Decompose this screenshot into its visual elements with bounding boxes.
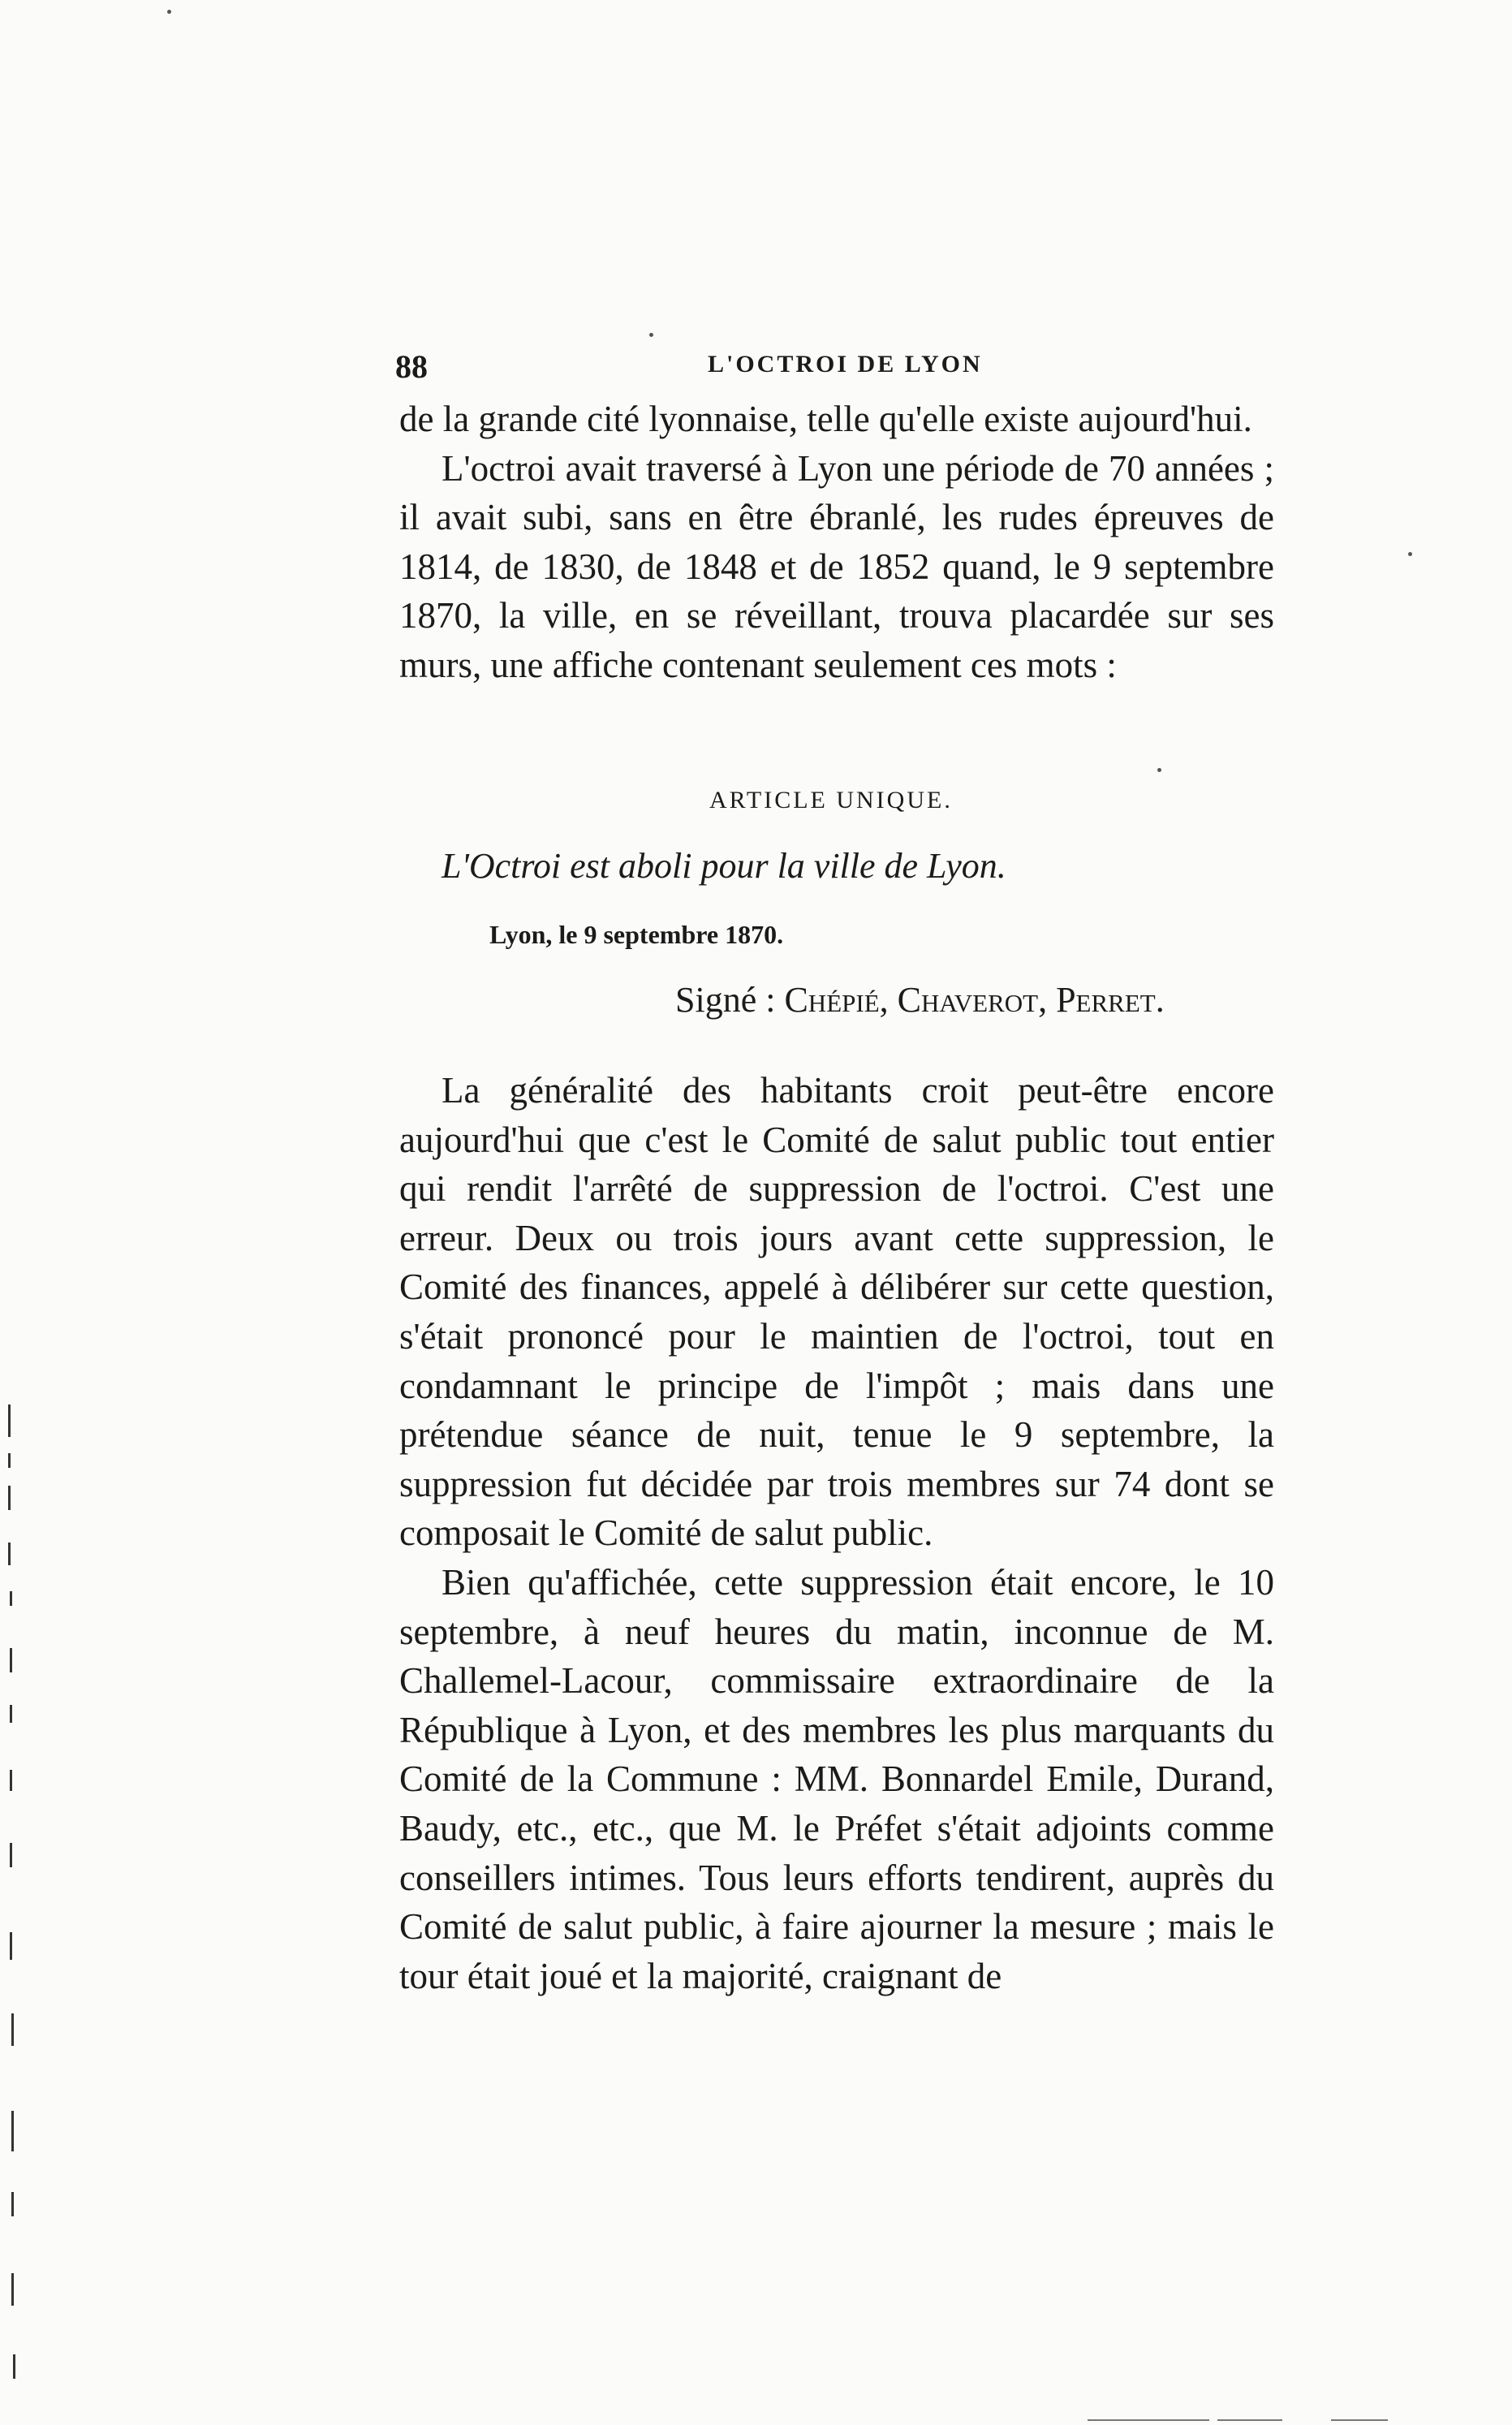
signatories: Chépié, Chaverot, Perret.	[784, 980, 1165, 1020]
scan-mark	[10, 1648, 12, 1672]
scan-mark	[8, 1486, 11, 1510]
scan-mark	[10, 1770, 12, 1791]
scan-mark	[8, 1543, 11, 1565]
scan-edge-line	[1217, 2419, 1282, 2421]
running-title: L'OCTROI DE LYON	[708, 351, 983, 378]
paragraph-octroi-history: L'octroi avait traversé à Lyon une période de 70 années ; il avait subi, sans en être ébranlé, les rudes épreuves de 1814, de 1830, de 1848 et de 1852 quand, le 9 septembre 1870, la ville, en se réveillant, trouva placardée sur ses murs, une affiche contenant seulement ces mots :	[399, 447, 1274, 685]
scan-speck	[167, 10, 171, 14]
scan-mark	[8, 1453, 11, 1468]
scan-mark	[13, 2354, 15, 2379]
scan-mark	[10, 1591, 12, 1606]
scan-edge-line	[1088, 2419, 1209, 2421]
scan-mark	[11, 2192, 14, 2216]
scan-mark	[10, 1843, 12, 1867]
decree-date-line: Lyon, le 9 septembre 1870.	[489, 920, 784, 949]
signature-prefix: Signé :	[675, 980, 785, 1020]
decree-text: L'Octroi est aboli pour la ville de Lyon.	[442, 846, 1006, 886]
scan-speck	[1408, 552, 1412, 556]
paragraph-generalite: La généralité des habitants croit peut-être encore aujourd'hui que c'est le Comité de salut public tout entier qui rendit l'arrêté de suppression de l'octroi. C'est une erreur. Deux ou trois jours avant cette suppression, le Comité des finances, appelé à délibérer sur cette question, s'était prononcé pour le maintien de l'octroi, tout en condamnant le principe de l'impôt ; mais dans une prétendue séance de nuit, tenue le 9 septembre, la suppression fut décidée par trois membres sur 74 dont se composait le Comité de salut public.	[399, 1070, 1274, 1554]
text-block-after-decree	[399, 1066, 1274, 2000]
paragraph-continuation: de la grande cité lyonnaise, telle qu'elle existe aujourd'hui.	[399, 399, 1252, 439]
scan-speck	[1157, 768, 1161, 772]
scan-mark	[11, 2013, 14, 2046]
scan-mark	[11, 2273, 14, 2306]
scan-mark	[10, 1932, 12, 1960]
decree-heading: ARTICLE UNIQUE.	[709, 787, 953, 813]
paragraph-bien-qu-affichee: Bien qu'affichée, cette suppression était encore, le 10 septembre, à neuf heures du matin, inconnue de M. Challemel-Lacour, commissaire extraordinaire de la République à Lyon, et des membres les plus marquants du Comité de la Commune : MM. Bonnardel Emile, Durand, Baudy, etc., etc., que M. le Préfet s'était adjoints comme conseillers intimes. Tous leurs efforts tendirent, auprès du Comité de salut public, à faire ajourner la mesure ; mais le tour était joué et la majorité, craignant de	[399, 1561, 1274, 1996]
scan-mark	[10, 1705, 12, 1723]
scan-edge-line	[1331, 2419, 1388, 2421]
text-block-before-decree	[399, 395, 1274, 690]
scan-mark	[8, 1405, 11, 1437]
scan-speck	[649, 333, 653, 337]
scan-mark	[11, 2111, 14, 2151]
decree-signature	[675, 979, 1165, 1020]
page-number: 88	[395, 348, 428, 385]
